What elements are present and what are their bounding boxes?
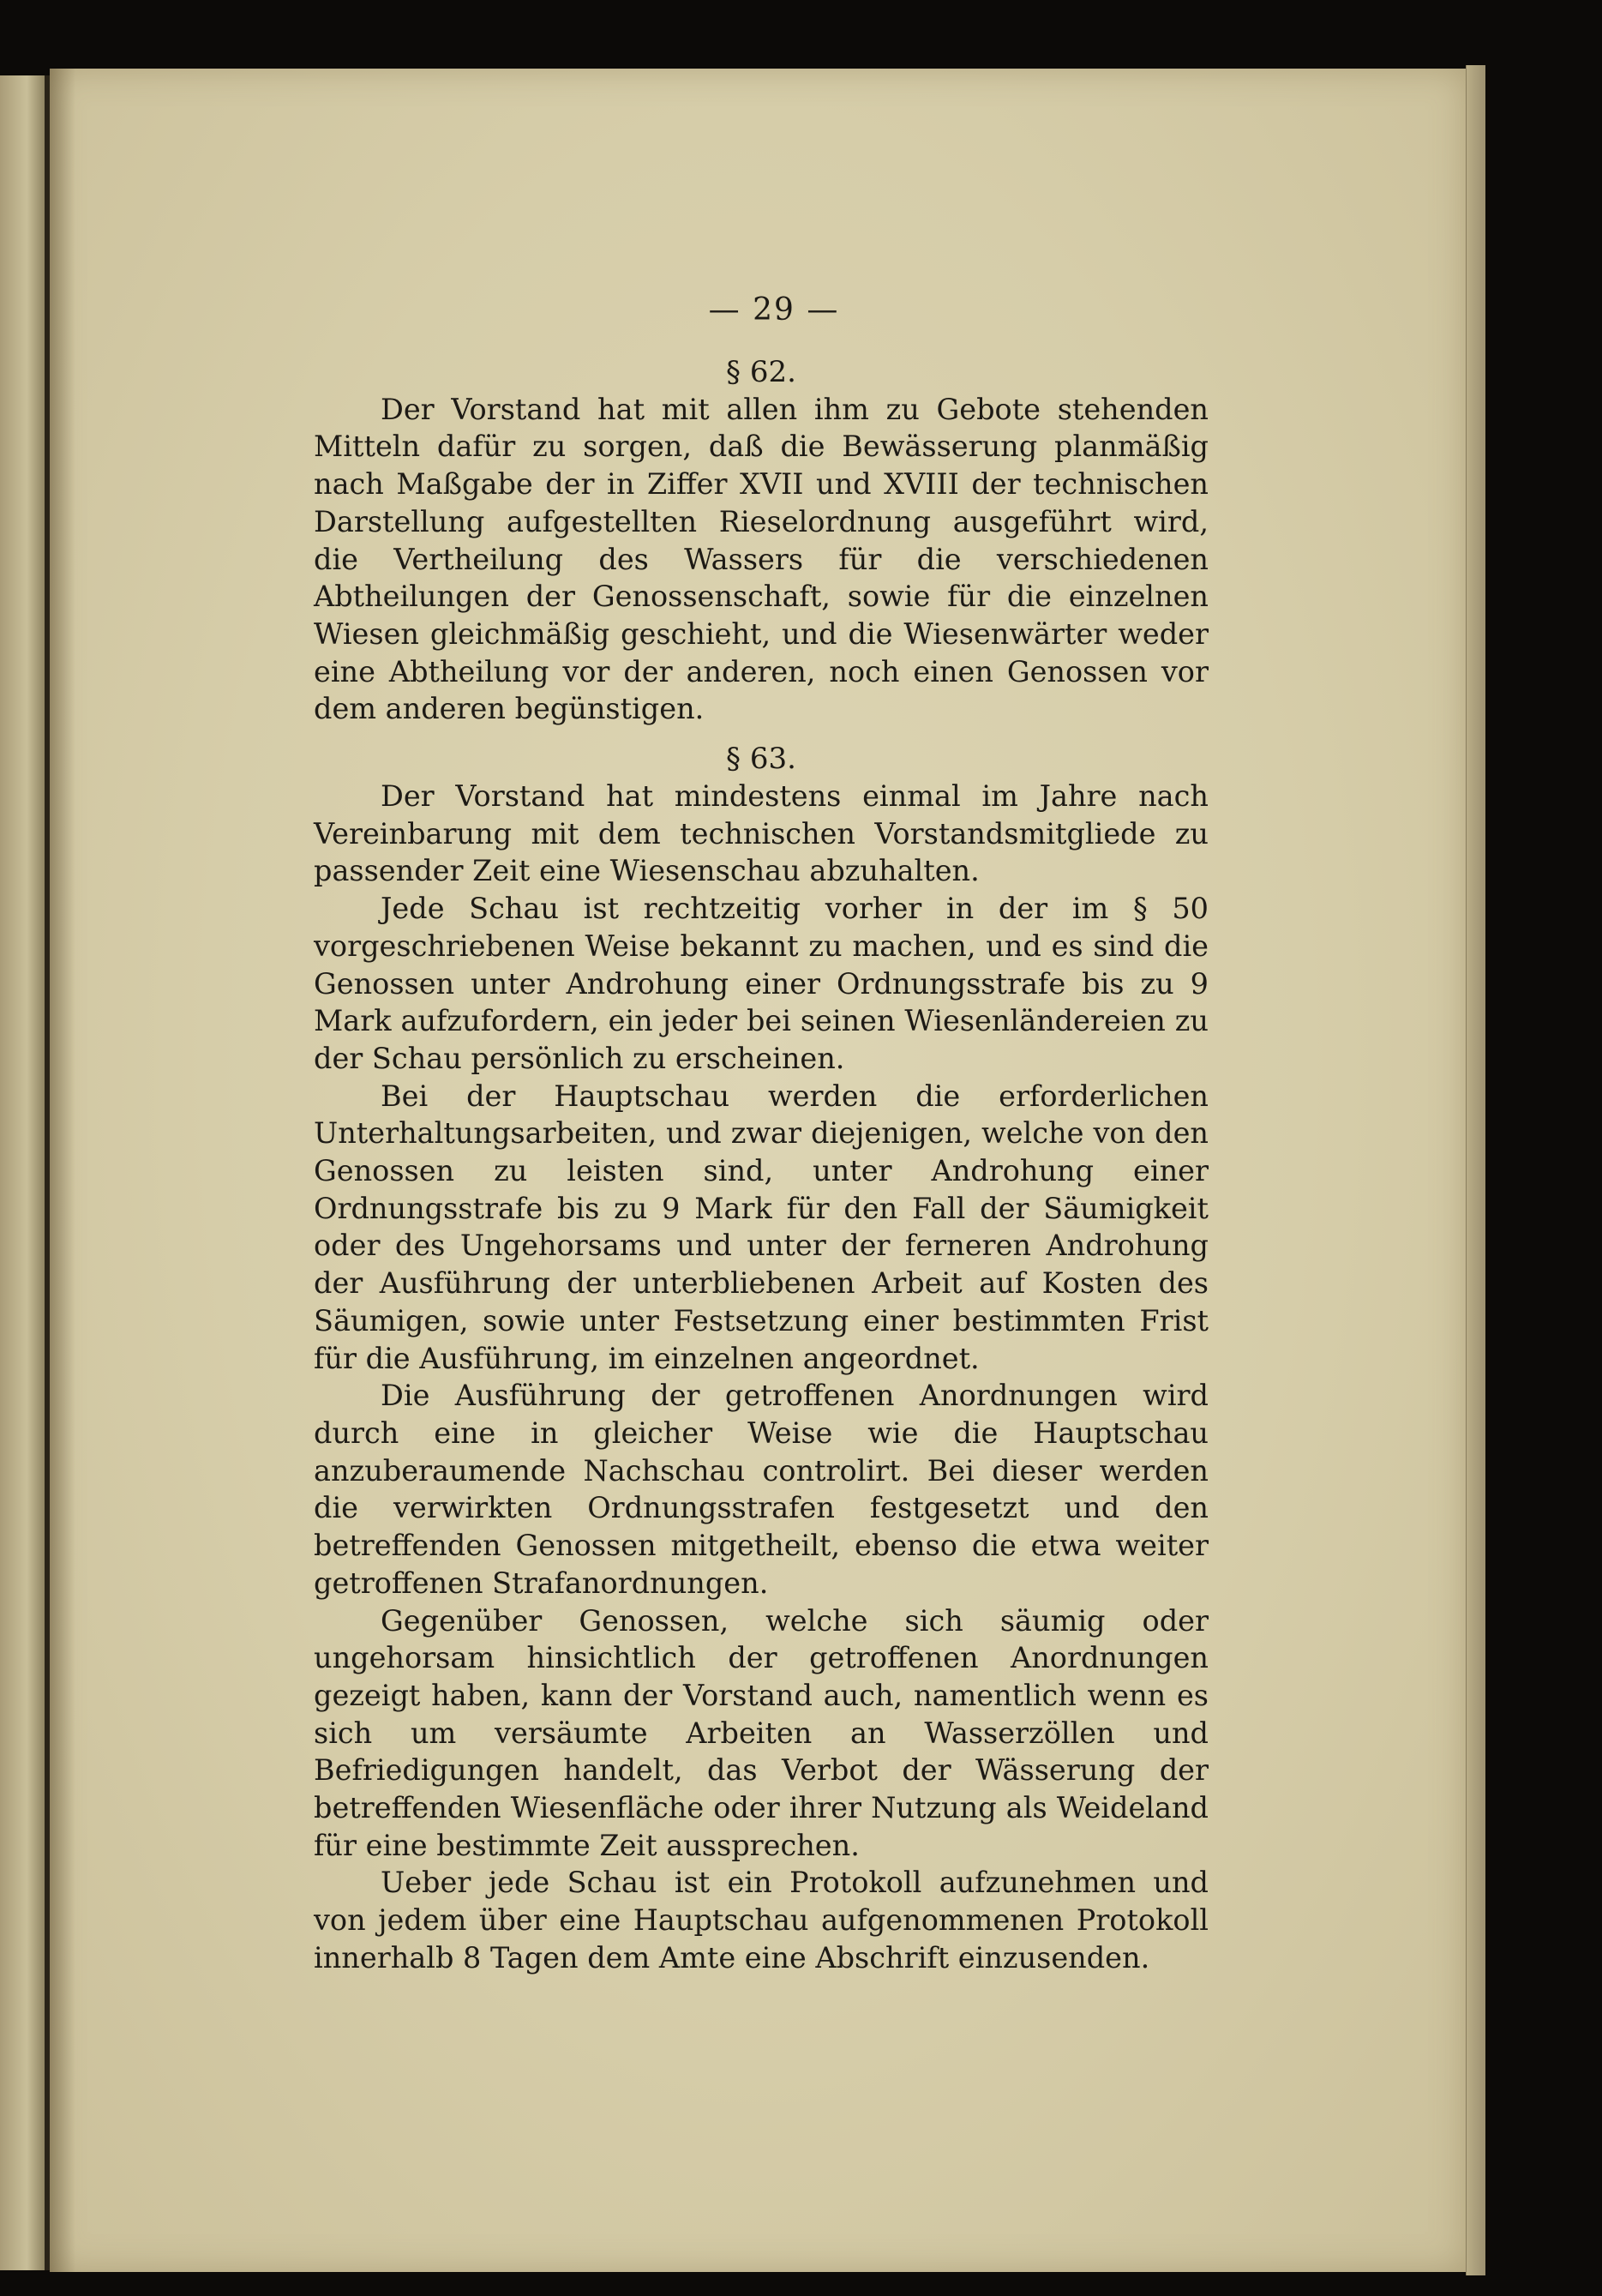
section-heading-63: § 63. (726, 742, 796, 777)
paragraph: Gegenüber Genossen, welche sich säumig oder ungehorsam hinsichtlich der getroffenen Anordnungen gezeigt haben, kann der Vorstand auch, namentlich wenn es sich um versäumte Arbeiten an Wasserzöllen und Befriedigungen handelt, das Verbot der Wässerung der betreffenden Wiesenfläche oder ihrer Nutzung als Weideland für eine bestimmte Zeit aussprechen. (314, 1603, 1209, 1862)
page-text (314, 292, 1209, 1977)
previous-page-edge (0, 75, 46, 2270)
section-heading-62: § 62. (726, 354, 796, 389)
paragraph: Der Vorstand hat mindestens einmal im Jahre nach Vereinbarung mit dem technischen Vorstandsmitgliede zu passender Zeit eine Wiesenschau abzuhalten. (314, 779, 1209, 888)
page-number: — 29 — (708, 292, 840, 328)
paragraph: Bei der Hauptschau werden die erforderlichen Unterhaltungsarbeiten, und zwar diejenigen, welche von den Genossen zu leisten sind, unter Androhung einer Ordnungsstrafe bis zu 9 Mark für den Fall der Säumigkeit oder des Ungehorsams und unter der ferneren Androhung der Ausführung der unterbliebenen Arbeit auf Kosten des Säumigen, sowie unter Festsetzung einer bestimmten Frist für die Ausführung, im einzelnen angeordnet. (314, 1079, 1209, 1375)
paragraph: Die Ausführung der getroffenen Anordnungen wird durch eine in gleicher Weise wie die Hauptschau anzuberaumende Nachschau controlirt. Bei dieser werden die verwirkten Ordnungsstrafen festgesetzt und den betreffenden Genossen mitgetheilt, ebenso die etwa weiter getroffenen Strafanordnungen. (314, 1379, 1209, 1600)
paragraph: Der Vorstand hat mit allen ihm zu Gebote stehenden Mitteln dafür zu sorgen, daß die Bewässerung planmäßig nach Maßgabe der in Ziffer XVII und XVIII der technischen Darstellung aufgestellten Rieselordnung ausgeführt wird, die Vertheilung des Wassers für die verschiedenen Abtheilungen der Genossenschaft, sowie für die einzelnen Wiesen gleichmäßig geschieht, und die Wiesenwärter weder eine Abtheilung vor der anderen, noch einen Genossen vor dem anderen begünstigen. (314, 392, 1209, 726)
paragraph: Ueber jede Schau ist ein Protokoll aufzunehmen und von jedem über eine Hauptschau aufgenommenen Protokoll innerhalb 8 Tagen dem Amte eine Abschrift einzusenden. (314, 1866, 1209, 1974)
page-stack-edge (1466, 65, 1485, 2275)
paragraph: Jede Schau ist rechtzeitig vorher in der im § 50 vorgeschriebenen Weise bekannt zu machen, und es sind die Genossen unter Androhung einer Ordnungsstrafe bis zu 9 Mark aufzufordern, ein jeder bei seinen Wiesenländereien zu der Schau persönlich zu erscheinen. (314, 892, 1209, 1075)
page-fold-shadow (50, 69, 75, 2272)
